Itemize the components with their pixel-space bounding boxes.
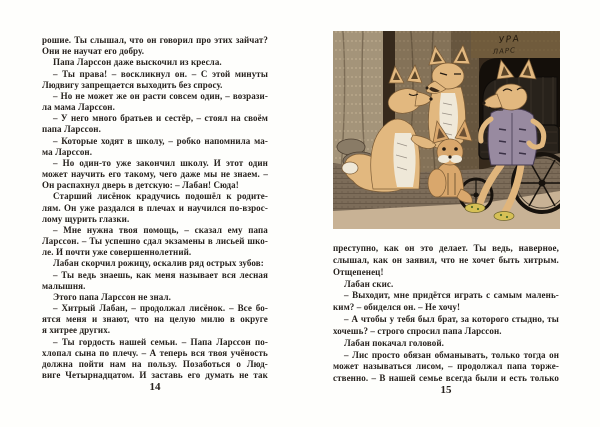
text-line: – А чтобы у тебя был брат, за которого стыдно, ты <box>344 314 559 325</box>
fox-family-illustration <box>333 31 560 229</box>
text-line: виге Четырнадцатом. И заставь его думать не так <box>42 370 268 381</box>
text-line: Этого папа Ларссон не знал. <box>53 291 171 302</box>
text-line: хлопал сына по плечу. – А теперь вся твоя учёность <box>42 347 268 358</box>
text-line: может научить его такому, чего даже мы не знаем. – <box>42 169 268 180</box>
text-line: должна пойти нам на пользу. Позаботься о Люд- <box>42 358 268 369</box>
text-line: лому щурить глазки. <box>42 213 130 224</box>
left-page-number: 14 <box>149 381 161 393</box>
text-line: Они не научат его добру. <box>42 46 145 57</box>
text-line: ла мама Ларссон. <box>42 102 115 113</box>
graffiti-text-line2: ЛАРС <box>492 46 517 56</box>
text-line: – Ты ведь знаешь, как меня называет вся лесная <box>53 269 268 280</box>
text-line: Он распахнул дверь в детскую: – Лабан! Сюда! <box>42 180 239 191</box>
text-line: Ларссон. – Ты успешно сдал экзамены в лисьей шко- <box>42 236 268 247</box>
text-line: – Ты гордость нашей семьи. – Папа Ларссон по- <box>53 336 268 347</box>
text-line: Старший лисёнок крадучись подошёл к родите- <box>53 191 268 202</box>
text-line: я хитрее других. <box>42 325 111 336</box>
text-line: слышал, как он заявил, что не хочет быть хитрым. <box>333 254 559 265</box>
text-line: может называться лисом, – продолжал папа торже- <box>333 361 559 372</box>
text-line: – Мне нужна твоя помощь, – сказал ему папа <box>53 224 268 235</box>
text-line: – Ты права! – воскликнул он. – С этой минуты <box>53 68 268 79</box>
text-line: малышня. <box>42 280 86 291</box>
text-line: преступно, как он это делает. Ты ведь, наверное, <box>333 243 559 253</box>
graffiti-text-line1: УРА <box>498 34 521 46</box>
right-page-number: 15 <box>440 384 452 396</box>
text-line: Папа Ларссон даже выскочил из кресла. <box>53 57 222 68</box>
text-line: ким? – обиделся он. – Не хочу! <box>333 302 461 313</box>
text-line: хочешь? – строго спросил папа Ларссон. <box>333 325 502 336</box>
text-line: – Но один-то уже закончил школу. И этот один <box>53 157 268 168</box>
text-line: ма Ларссон. <box>42 146 93 157</box>
text-line: – Выходит, мне придётся играть с самым малень- <box>344 290 559 301</box>
text-line: рошие. Ты слышал, что он говорил про этих зайчат? <box>42 35 268 45</box>
text-line: – Но не может же он расти совсем один, – возрази- <box>53 90 268 101</box>
text-line: Лабан покачал головой. <box>344 337 444 348</box>
text-line: Лабан скорчил рожицу, оскалив ряд острых зубов: <box>53 258 264 269</box>
text-line: – У него много братьев и сестёр, – стоял на своём <box>53 113 268 124</box>
text-line: – Которые ходят в школу, – робко напомнила ма- <box>53 135 268 146</box>
den-sign <box>471 31 560 58</box>
text-line: Отщепенец! <box>333 266 384 277</box>
right-page-text <box>333 243 559 385</box>
text-line: Лабан скис. <box>344 278 394 289</box>
text-line: ятся меня и знают, что на целую милю в округе <box>42 314 268 325</box>
text-line: ственно. – В нашей семье всегда были и есть только <box>333 373 559 384</box>
text-line: – Хитрый Лабан, – продолжал лисёнок. – Все бо- <box>53 303 268 314</box>
left-page-text <box>42 35 268 381</box>
text-line: – Лис просто обязан обманывать, только тогда он <box>344 349 559 360</box>
text-line: папа Ларссон. <box>42 124 101 135</box>
text-line: Людвигу запрещается выходить без спросу. <box>42 79 223 90</box>
text-line: ле. И почти уже совершеннолетний. <box>42 247 192 258</box>
text-line: лям. Он уже раздался в плечах и научился по-взрос- <box>42 202 268 213</box>
